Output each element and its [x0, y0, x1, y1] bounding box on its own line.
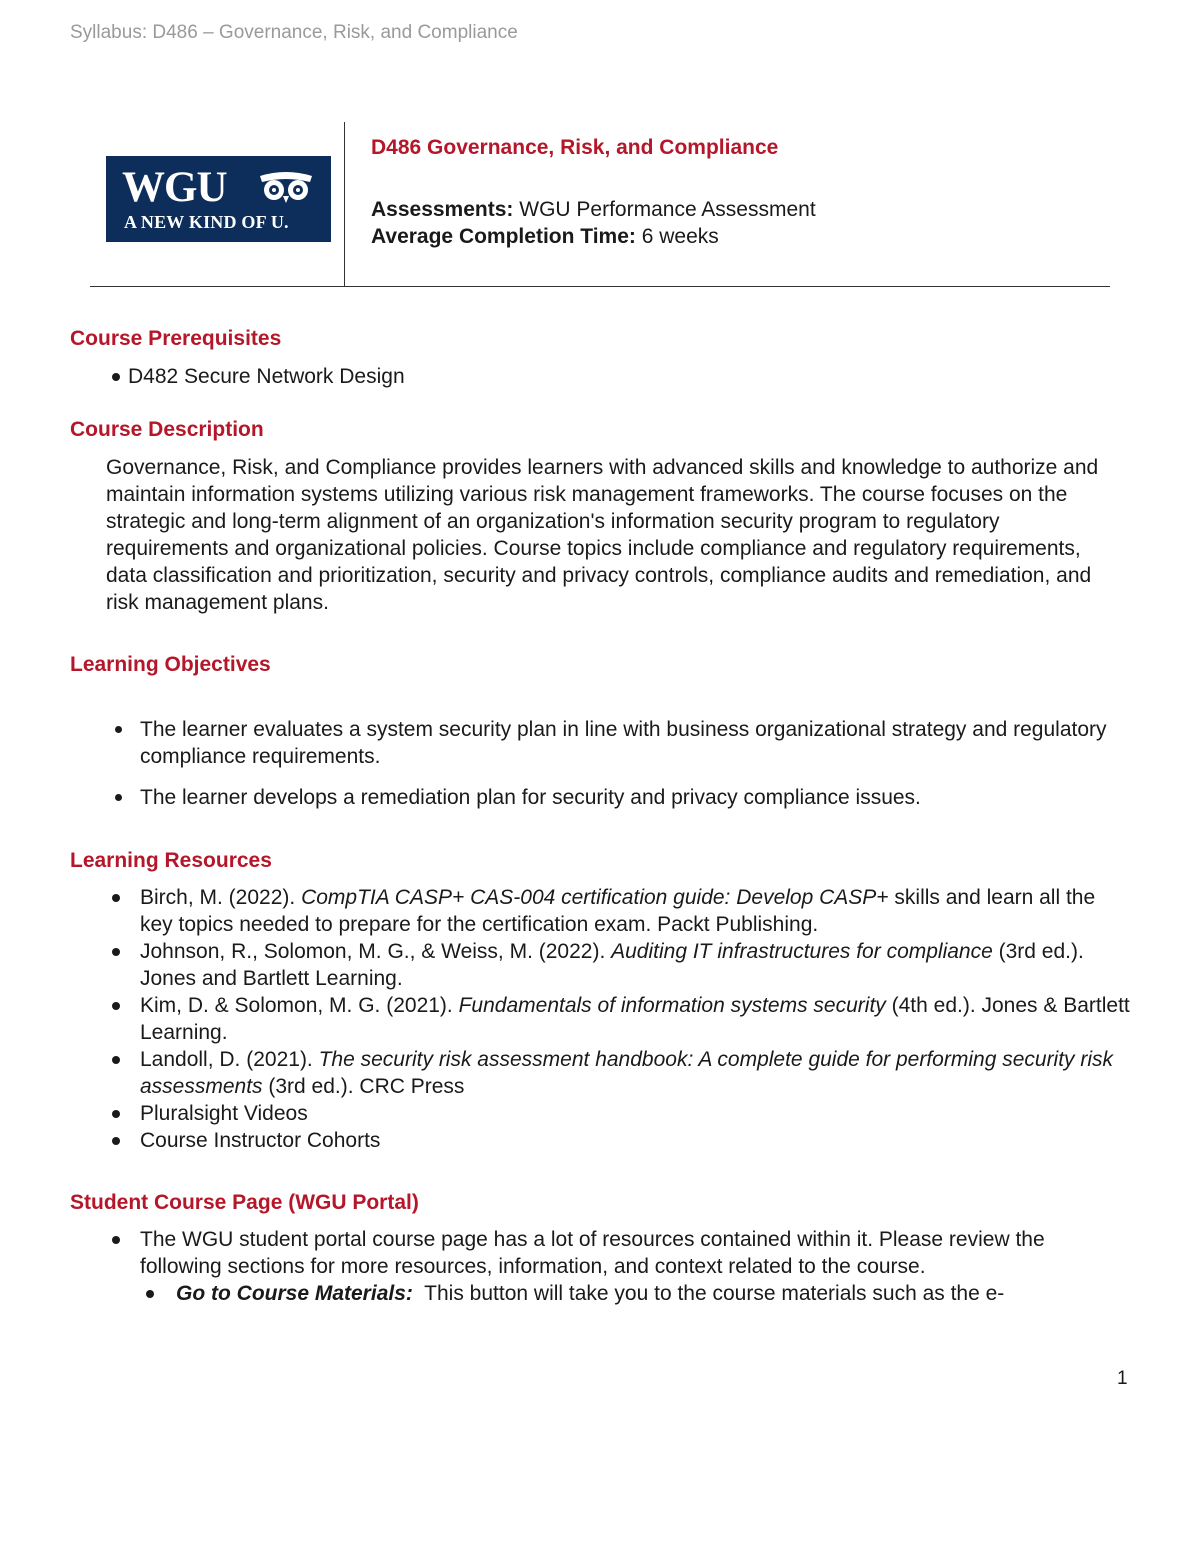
resources-heading: Learning Resources	[70, 849, 272, 872]
resource-text: Course Instructor Cohorts	[140, 1129, 381, 1152]
resource-details: (3rd ed.). CRC Press	[262, 1075, 465, 1098]
header-vertical-divider	[344, 122, 345, 286]
list-item	[70, 884, 1130, 938]
course-info	[371, 136, 1091, 250]
logo-tagline: A NEW KIND OF U.	[124, 212, 289, 232]
resource-author: Birch, M. (2022).	[140, 886, 302, 909]
resource-text: Pluralsight Videos	[140, 1102, 308, 1125]
bullet-icon	[112, 948, 120, 956]
completion-time-value: 6 weeks	[641, 225, 719, 248]
syllabus-body	[70, 324, 1130, 1307]
page-number: 1	[1117, 1368, 1128, 1389]
course-materials-text: This button will take you to the course materials such as the e-	[412, 1282, 1005, 1305]
bullet-icon	[112, 1110, 120, 1118]
list-item	[70, 363, 1130, 390]
logo-wordmark: WGU	[122, 164, 227, 211]
prerequisites-list	[70, 363, 1130, 390]
list-item	[70, 1046, 1130, 1100]
resource-author: Johnson, R., Solomon, M. G., & Weiss, M. (2022).	[140, 940, 612, 963]
list-item	[70, 1226, 1130, 1280]
owl-icon	[256, 170, 316, 204]
bullet-icon	[115, 794, 122, 801]
prerequisites-heading: Course Prerequisites	[70, 327, 282, 350]
list-item	[70, 938, 1130, 992]
bullet-icon	[112, 373, 120, 381]
course-header-block	[90, 122, 1110, 287]
objective-text: The learner develops a remediation plan for security and privacy compliance issues.	[140, 786, 921, 809]
objectives-heading: Learning Objectives	[70, 653, 271, 676]
list-item	[70, 1280, 1130, 1307]
course-title: D486 Governance, Risk, and Compliance	[371, 136, 779, 159]
portal-intro-text: The WGU student portal course page has a lot of resources contained within it. Please review the following sections for more resources, information, and context related to the course.	[140, 1228, 1045, 1278]
resource-details: (4th ed.). Jones & Bartlett Learning.	[140, 994, 1130, 1044]
resources-list	[70, 884, 1130, 1154]
list-item	[70, 1127, 1130, 1154]
assessments-label: Assessments:	[371, 198, 514, 221]
list-item	[70, 784, 1130, 811]
bullet-icon	[112, 1236, 120, 1244]
resource-title: Fundamentals of information systems security	[458, 994, 886, 1017]
completion-time-label: Average Completion Time:	[371, 225, 636, 248]
list-item	[70, 992, 1130, 1046]
bullet-icon	[115, 726, 122, 733]
bullet-icon	[146, 1290, 154, 1298]
bullet-icon	[112, 1002, 120, 1010]
objective-text: The learner evaluates a system security plan in line with business organizational strategy and regulatory compliance requirements.	[140, 718, 1107, 768]
list-item	[70, 716, 1130, 770]
bullet-icon	[112, 1056, 120, 1064]
assessments-value: WGU Performance Assessment	[519, 198, 816, 221]
wgu-logo	[106, 156, 331, 242]
description-heading: Course Description	[70, 418, 264, 441]
bullet-icon	[112, 894, 120, 902]
assessments-line	[371, 196, 1091, 223]
portal-heading: Student Course Page (WGU Portal)	[70, 1191, 419, 1214]
resource-details: (3rd ed.). Jones and Bartlett Learning.	[140, 940, 1084, 990]
list-item	[70, 1100, 1130, 1127]
course-description: Governance, Risk, and Compliance provides learners with advanced skills and knowledge to authorize and maintain information systems utilizing various risk management frameworks. The course focuses on the strategic and long-term alignment of an organization's information security program to regulatory requirements and organizational policies. Course topics include compliance and regulatory requirements, data classification and prioritization, security and privacy controls, compliance audits and remediation, and risk management plans.	[106, 456, 1099, 614]
resource-author: Landoll, D. (2021).	[140, 1048, 319, 1071]
portal-list	[70, 1226, 1130, 1307]
bullet-icon	[112, 1137, 120, 1145]
resource-title: CompTIA CASP+ CAS-004 certification guide: Develop CASP+	[301, 886, 889, 909]
resource-author: Kim, D. & Solomon, M. G. (2021).	[140, 994, 459, 1017]
objectives-list	[70, 716, 1130, 811]
course-materials-label: Go to Course Materials:	[176, 1282, 413, 1305]
prerequisite-text: D482 Secure Network Design	[128, 365, 405, 388]
resource-title: Auditing IT infrastructures for compliance	[611, 940, 993, 963]
completion-time-line	[371, 223, 1091, 250]
running-header: Syllabus: D486 – Governance, Risk, and Compliance	[70, 22, 518, 43]
resource-title: The security risk assessment handbook: A complete guide for performing security risk assessments	[140, 1048, 1114, 1098]
resource-details: skills and learn all the key topics needed to prepare for the certification exam. Packt Publishing.	[140, 886, 1096, 936]
